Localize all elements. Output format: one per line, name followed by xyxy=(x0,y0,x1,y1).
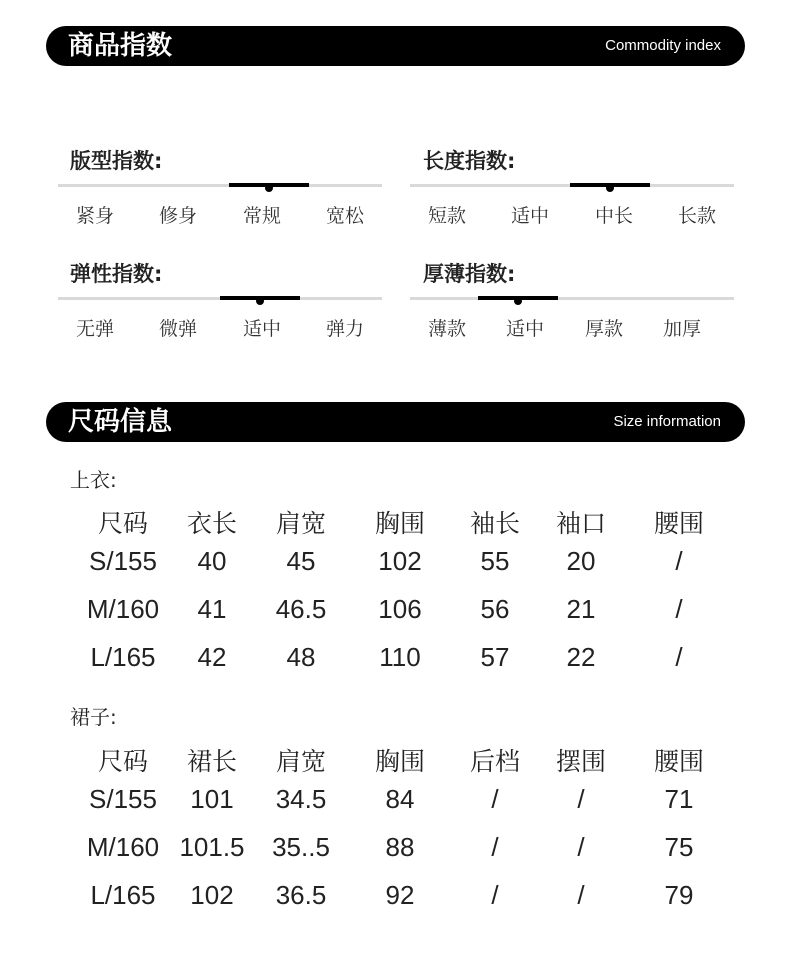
table-cell: 101.5 xyxy=(179,832,245,862)
elasticity-option: 微弹 xyxy=(158,318,197,340)
table-header-cell: 腰围 xyxy=(653,747,704,776)
table-header-cell: 衣长 xyxy=(186,509,237,538)
length-option: 长款 xyxy=(677,205,716,227)
table-cell: 102 xyxy=(378,546,422,576)
table-cell: 75 xyxy=(664,832,694,862)
table-header-cell: 肩宽 xyxy=(275,747,326,776)
elasticity-option: 无弹 xyxy=(75,318,114,340)
table-cell: L/165 xyxy=(90,880,156,910)
table-header-cell: 尺码 xyxy=(97,509,148,538)
thickness-option: 厚款 xyxy=(584,318,623,340)
table-cell: 22 xyxy=(566,642,596,672)
table-cell: 101 xyxy=(190,784,234,814)
table-cell: 20 xyxy=(566,546,596,576)
table-cell: / xyxy=(491,832,499,862)
fit-option: 修身 xyxy=(158,205,197,227)
table-cell: 57 xyxy=(480,642,510,672)
table-cell: 41 xyxy=(197,594,227,624)
fit-option: 常规 xyxy=(242,205,281,227)
thickness-index-marker xyxy=(514,297,522,305)
table-header-cell: 胸围 xyxy=(374,509,425,538)
commodity-index-banner xyxy=(46,26,745,66)
table-cell: / xyxy=(577,832,585,862)
table-cell: 56 xyxy=(480,594,510,624)
fit-option: 紧身 xyxy=(75,205,114,227)
table-cell: L/165 xyxy=(90,642,156,672)
table-cell: 36.5 xyxy=(275,880,327,910)
table-cell: 84 xyxy=(385,784,415,814)
table-cell: 88 xyxy=(385,832,415,862)
table-header-cell: 胸围 xyxy=(374,747,425,776)
length-index-label: 长度指数: xyxy=(423,149,516,173)
fit-index-label: 版型指数: xyxy=(70,149,163,173)
thickness-option: 加厚 xyxy=(662,318,701,340)
table-cell: 45 xyxy=(286,546,316,576)
length-option: 短款 xyxy=(427,205,466,227)
top-table-label: 上衣: xyxy=(70,468,117,492)
table-header-cell: 裙长 xyxy=(186,747,237,776)
commodity-index-subtitle: Commodity index xyxy=(605,37,721,54)
skirt-table-label: 裙子: xyxy=(70,705,117,729)
length-option: 中长 xyxy=(594,205,633,227)
size-information-banner xyxy=(46,402,745,442)
table-cell: / xyxy=(491,784,499,814)
size-information-subtitle: Size information xyxy=(613,413,721,430)
thickness-index-track xyxy=(410,297,734,300)
table-cell: 79 xyxy=(664,880,694,910)
length-index-track xyxy=(410,184,734,187)
table-cell: 55 xyxy=(480,546,510,576)
table-cell: / xyxy=(675,594,683,624)
length-option: 适中 xyxy=(510,205,549,227)
fit-index-marker xyxy=(265,184,273,192)
fit-index-track xyxy=(58,184,382,187)
elasticity-option: 弹力 xyxy=(325,318,364,340)
table-header-cell: 摆围 xyxy=(555,747,606,776)
size-information-title: 尺码信息 xyxy=(68,407,173,437)
elasticity-index-track xyxy=(58,297,382,300)
length-index-marker xyxy=(606,184,614,192)
table-cell: 46.5 xyxy=(275,594,327,624)
table-cell: 102 xyxy=(190,880,234,910)
elasticity-option: 适中 xyxy=(242,318,281,340)
table-header-cell: 腰围 xyxy=(653,509,704,538)
fit-option: 宽松 xyxy=(325,205,364,227)
table-cell: M/160 xyxy=(86,832,160,862)
table-cell: / xyxy=(577,784,585,814)
table-cell: 42 xyxy=(197,642,227,672)
table-cell: S/155 xyxy=(89,546,157,576)
commodity-index-title: 商品指数 xyxy=(68,31,173,61)
thickness-option: 适中 xyxy=(505,318,544,340)
table-cell: 21 xyxy=(566,594,596,624)
elasticity-index-marker xyxy=(256,297,264,305)
table-header-cell: 袖长 xyxy=(469,509,520,538)
table-header-cell: 袖口 xyxy=(555,509,606,538)
table-cell: 35..5 xyxy=(272,832,330,862)
table-cell: / xyxy=(675,642,683,672)
table-cell: 40 xyxy=(197,546,227,576)
table-cell: 92 xyxy=(385,880,415,910)
table-cell: / xyxy=(491,880,499,910)
table-header-cell: 肩宽 xyxy=(275,509,326,538)
thickness-option: 薄款 xyxy=(427,318,466,340)
table-cell: / xyxy=(577,880,585,910)
table-cell: / xyxy=(675,546,683,576)
thickness-index-label: 厚薄指数: xyxy=(423,262,516,286)
table-header-cell: 尺码 xyxy=(97,747,148,776)
table-header-cell: 后档 xyxy=(469,747,520,776)
table-cell: S/155 xyxy=(89,784,157,814)
table-cell: 34.5 xyxy=(275,784,327,814)
table-cell: 48 xyxy=(286,642,316,672)
table-cell: 106 xyxy=(378,594,422,624)
table-cell: M/160 xyxy=(86,594,160,624)
table-cell: 71 xyxy=(664,784,694,814)
table-cell: 110 xyxy=(379,642,421,672)
elasticity-index-label: 弹性指数: xyxy=(70,262,163,286)
